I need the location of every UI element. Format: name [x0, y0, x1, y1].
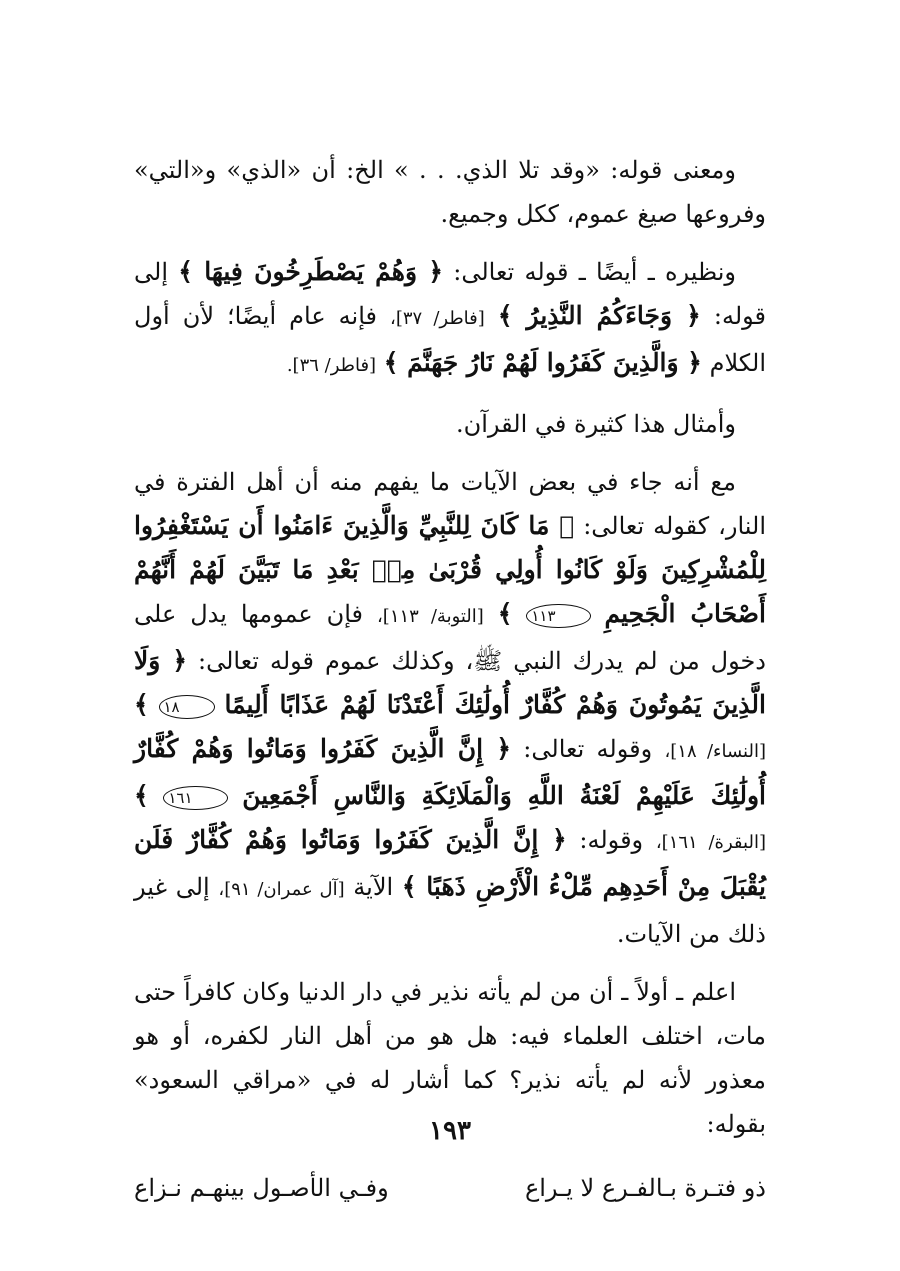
- verse-reference: [البقرة/ ١٦١]،: [655, 832, 766, 853]
- paragraph-4-text-f: إلى غير ذلك من الآيات.: [134, 873, 766, 948]
- ayah-number-mark: ١١٣: [526, 604, 590, 628]
- page-body: [134, 148, 766, 1210]
- verse-reference: [فاطر/ ٣٦].: [286, 355, 377, 376]
- paragraph-4-text-a: مع أنه جاء في بعض الآيات ما يفهم منه أن أهل الفترة في النار، كقوله تعالى:: [134, 468, 766, 540]
- quran-quote: ﴿ إِنَّ الَّذِينَ كَفَرُوا وَمَاتُوا وَهُمْ كُفَّارٌ فَلَن يُقْبَلَ مِنْ أَحَدِهِم مِّلْءُ الْأَرْضِ ذَهَبًا ﴾: [134, 825, 766, 901]
- verse-reference: [آل عمران/ ٩١]،: [218, 879, 345, 900]
- paragraph-3: وأمثال هذا كثيرة في القرآن.: [455, 410, 736, 438]
- paragraph-4-text-e: الآية: [353, 873, 394, 901]
- paragraph-5: اعلم ـ أولاً ـ أن من لم يأته نذير في دار الدنيا وكان كافراً حتى مات، اختلف العلماء فيه: هل هو من أهل النار لكفره، أو هو معذور لأنه لم يأته نذير؟ كما أشار له في «مراقي السعود» بقوله:: [134, 978, 767, 1138]
- paragraph-4-text-c: وقوله تعالى:: [523, 735, 653, 763]
- paragraph-4-text-b: فإن عمومها يدل على دخول من لم يدرك النبي ﷺ، وكذلك عموم قوله تعالى:: [134, 600, 766, 675]
- poem-verse: [134, 1166, 766, 1210]
- quran-quote: ﴿ وَلَا الَّذِينَ يَمُوتُونَ وَهُمْ كُفَّارٌ أُولَٰئِكَ أَعْتَدْنَا لَهُمْ عَذَابًا أَلِيمًا: [134, 646, 766, 719]
- verse-reference: [التوبة/ ١١٣]،: [376, 606, 484, 627]
- paragraph-2-text-c: فإنه عام أيضًا؛ لأن أول الكلام: [134, 302, 766, 377]
- quran-quote: ﴿ وَجَاءَكُمُ النَّذِيرُ ﴾: [497, 301, 701, 330]
- page-number: ١٩٣: [429, 1116, 471, 1146]
- paragraph-1: ومعنى قوله: «وقد تلا الذي. . . » الخ: أن «الذي» و«التي» وفروعها صيغ عموم، ككل وجميع.: [134, 156, 766, 228]
- paragraph-2: [134, 250, 766, 388]
- poem-second-hemistich: وفـي الأصـول بينهـم نـزاع: [134, 1174, 389, 1202]
- verse-reference: [النساء/ ١٨]،: [664, 741, 766, 762]
- quran-quote-end: ﴾: [497, 599, 513, 628]
- quran-quote: ﴿ مَا كَانَ لِلنَّبِيِّ وَالَّذِينَ ءَامَنُوا أَن يَسْتَغْفِرُوا لِلْمُشْرِكِينَ وَلَوْ كَانُوا أُولِي قُرْبَىٰ مِنۢ بَعْدِ مَا تَبَيَّنَ لَهُمْ أَنَّهُمْ أَصْحَابُ الْجَحِيمِ: [134, 511, 766, 628]
- quran-quote: ﴿ وَالَّذِينَ كَفَرُوا لَهُمْ نَارُ جَهَنَّمَ ﴾: [383, 348, 702, 377]
- quran-quote-end: ﴾: [134, 690, 149, 719]
- quran-quote: ﴿ إِنَّ الَّذِينَ كَفَرُوا وَمَاتُوا وَهُمْ كُفَّارٌ أُولَٰئِكَ عَلَيْهِمْ لَعْنَةُ اللَّهِ وَالْمَلَائِكَةِ وَالنَّاسِ أَجْمَعِينَ: [134, 734, 766, 810]
- ayah-number-mark: ١٦١: [163, 786, 227, 810]
- paragraph-2-text-b: إلى قوله:: [134, 258, 766, 330]
- quran-quote: ﴿ وَهُمْ يَصْطَرِخُونَ فِيهَا ﴾: [178, 257, 443, 286]
- quran-quote-end: ﴾: [134, 781, 149, 810]
- paragraph-2-text-a: ونظيره ـ أيضًا ـ قوله تعالى:: [453, 258, 736, 286]
- poem-first-hemistich: ذو فتـرة بـالفـرع لا يـراع: [524, 1174, 766, 1202]
- ayah-number-mark: ١٨: [159, 695, 215, 719]
- verse-reference: [فاطر/ ٣٧]،: [390, 308, 485, 329]
- paragraph-4-text-d: وقوله:: [579, 826, 644, 854]
- paragraph-4: [134, 460, 766, 956]
